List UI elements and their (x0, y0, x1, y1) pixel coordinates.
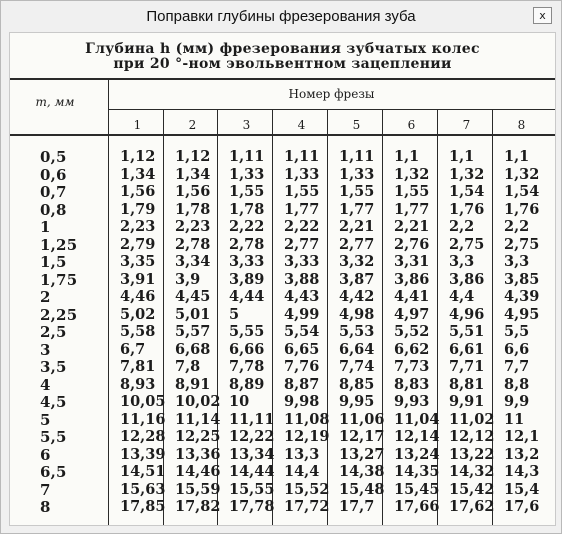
depth-cell: 10,02 (175, 393, 221, 410)
cutter-number-header: Номер фрезы (288, 87, 375, 101)
depth-cell: 3,33 (229, 253, 265, 270)
depth-cell: 13,39 (120, 445, 166, 463)
depth-cell: 8,8 (504, 375, 530, 393)
depth-cell: 10,05 (120, 393, 166, 410)
header-top-rule (10, 78, 555, 80)
depth-cell: 13,22 (449, 445, 495, 463)
depth-cell: 1,34 (175, 165, 211, 183)
depth-cell: 15,63 (120, 480, 166, 498)
depth-cell: 10 (229, 393, 250, 410)
module-value: 0,8 (40, 200, 67, 219)
depth-cell: 12,12 (449, 428, 495, 445)
depth-cell: 6,62 (394, 340, 430, 358)
cutter-number: 7 (462, 118, 471, 132)
depth-cell: 14,46 (175, 463, 221, 480)
depth-cell: 12,19 (284, 428, 330, 445)
depth-cell: 7,8 (175, 358, 201, 375)
depth-cell: 3,85 (504, 270, 540, 288)
depth-cell: 3,33 (284, 253, 320, 270)
depth-cell: 13,34 (229, 445, 275, 463)
depth-cell: 1,32 (394, 165, 430, 183)
depth-cell: 13,36 (175, 445, 221, 463)
depth-cell: 15,59 (175, 480, 221, 498)
module-value: 5 (40, 410, 51, 429)
depth-cell: 5,53 (339, 323, 375, 340)
depth-cell: 5,52 (394, 323, 430, 340)
depth-cell: 4,46 (120, 288, 156, 305)
depth-cell: 4,96 (449, 305, 485, 323)
depth-cell: 2,77 (339, 235, 375, 253)
depth-cell: 1,78 (229, 200, 265, 218)
depth-cell: 4,39 (504, 288, 540, 305)
depth-cell: 13,27 (339, 445, 385, 463)
depth-cell: 15,48 (339, 480, 385, 498)
depth-cell: 1,32 (504, 165, 540, 183)
depth-cell: 7,76 (284, 358, 320, 375)
depth-cell: 17,7 (339, 498, 375, 515)
depth-cell: 17,6 (504, 498, 540, 515)
depth-cell: 6,66 (229, 340, 265, 358)
depth-table (10, 33, 555, 525)
depth-cell: 1,1 (449, 148, 475, 165)
depth-cell: 3,9 (175, 270, 201, 288)
depth-cell: 3,34 (175, 253, 211, 270)
depth-cell: 8,89 (229, 375, 265, 393)
depth-cell: 1,11 (229, 148, 265, 165)
depth-cell: 1,32 (449, 165, 485, 183)
depth-cell: 1,76 (449, 200, 485, 218)
depth-cell: 5,58 (120, 323, 156, 340)
depth-cell: 17,66 (394, 498, 440, 515)
depth-cell: 2,75 (504, 235, 540, 253)
depth-cell: 12,28 (120, 428, 166, 445)
depth-cell: 1,12 (120, 148, 156, 165)
module-value: 0,6 (40, 165, 67, 184)
column-divider (327, 110, 328, 525)
depth-cell: 14,3 (504, 463, 540, 480)
depth-cell: 1,55 (284, 183, 320, 200)
depth-cell: 2,78 (175, 235, 211, 253)
depth-cell: 1,79 (120, 200, 156, 218)
module-value: 2 (40, 288, 51, 306)
module-value: 0,7 (40, 183, 67, 201)
depth-cell: 4,4 (449, 288, 475, 305)
depth-cell: 7,81 (120, 358, 156, 375)
module-value: 1,5 (40, 253, 67, 271)
depth-cell: 7,74 (339, 358, 375, 375)
depth-cell: 2,75 (449, 235, 485, 253)
cutter-number: 4 (297, 118, 306, 132)
depth-cell: 8,85 (339, 375, 375, 393)
depth-cell: 2,77 (284, 235, 320, 253)
depth-cell: 9,9 (504, 393, 530, 410)
depth-cell: 4,97 (394, 305, 430, 323)
depth-cell: 17,62 (449, 498, 495, 515)
depth-cell: 5,02 (120, 305, 156, 323)
depth-cell: 14,38 (339, 463, 385, 480)
depth-cell: 17,82 (175, 498, 221, 515)
cutter-number: 5 (352, 118, 361, 132)
depth-cell: 7,71 (449, 358, 485, 375)
depth-cell: 11,14 (175, 410, 221, 428)
depth-cell: 17,78 (229, 498, 275, 515)
column-divider (108, 78, 109, 525)
depth-cell: 6,6 (504, 340, 530, 358)
depth-cell: 2,21 (339, 218, 375, 235)
module-value: 1,25 (40, 235, 78, 254)
depth-cell: 1,56 (120, 183, 156, 200)
depth-cell: 5,55 (229, 323, 265, 340)
depth-cell: 3,32 (339, 253, 375, 270)
depth-cell: 2,22 (284, 218, 320, 235)
depth-cell: 1,78 (175, 200, 211, 218)
depth-cell: 11,08 (284, 410, 330, 428)
module-value: 4,5 (40, 393, 67, 411)
module-value: 5,5 (40, 428, 67, 446)
depth-cell: 12,1 (504, 428, 540, 445)
module-value: 8 (40, 498, 51, 516)
depth-cell: 1,56 (175, 183, 211, 200)
depth-cell: 1,33 (339, 165, 375, 183)
depth-cell: 6,68 (175, 340, 211, 358)
depth-cell: 4,95 (504, 305, 540, 323)
depth-cell: 1,11 (339, 148, 375, 165)
depth-cell: 4,45 (175, 288, 211, 305)
depth-cell: 7,73 (394, 358, 430, 375)
module-value: 6 (40, 445, 51, 464)
depth-cell: 1,55 (339, 183, 375, 200)
depth-cell: 1,77 (339, 200, 375, 218)
depth-cell: 17,85 (120, 498, 166, 515)
depth-cell: 1,1 (504, 148, 530, 165)
depth-cell: 6,65 (284, 340, 320, 358)
depth-cell: 2,78 (229, 235, 265, 253)
depth-cell: 2,2 (449, 218, 475, 235)
depth-cell: 1,11 (284, 148, 320, 165)
depth-cell: 3,89 (229, 270, 265, 288)
depth-cell: 6,61 (449, 340, 485, 358)
depth-cell: 5,01 (175, 305, 211, 323)
depth-cell: 13,24 (394, 445, 440, 463)
depth-cell: 1,33 (284, 165, 320, 183)
depth-cell: 6,64 (339, 340, 375, 358)
depth-cell: 8,91 (175, 375, 211, 393)
depth-cell: 1,55 (394, 183, 430, 200)
depth-cell: 3,88 (284, 270, 320, 288)
depth-cell: 9,91 (449, 393, 485, 410)
depth-cell: 13,2 (504, 445, 540, 463)
depth-cell: 3,3 (504, 253, 530, 270)
module-value: 1 (40, 218, 51, 236)
depth-cell: 4,44 (229, 288, 265, 305)
depth-cell: 17,72 (284, 498, 330, 515)
depth-cell: 3,86 (394, 270, 430, 288)
depth-cell: 2,21 (394, 218, 430, 235)
module-column-header: m, мм (35, 95, 75, 109)
depth-cell: 7,7 (504, 358, 530, 375)
depth-cell: 15,4 (504, 480, 540, 498)
module-value: 4 (40, 375, 51, 394)
depth-cell: 2,23 (120, 218, 156, 235)
depth-cell: 12,25 (175, 428, 221, 445)
depth-cell: 11,02 (449, 410, 495, 428)
module-value: 0,5 (40, 148, 67, 166)
depth-cell: 9,93 (394, 393, 430, 410)
depth-cell: 1,33 (229, 165, 265, 183)
depth-cell: 15,45 (394, 480, 440, 498)
module-value: 3,5 (40, 358, 67, 376)
cutter-number: 1 (133, 118, 142, 132)
depth-cell: 11,16 (120, 410, 166, 428)
depth-cell: 2,76 (394, 235, 430, 253)
cutter-number: 8 (517, 118, 526, 132)
window-title: Поправки глубины фрезерования зуба (146, 8, 416, 25)
table-title: Глубина h (мм) фрезерования зубчатых колес (85, 41, 480, 57)
depth-cell: 4,41 (394, 288, 430, 305)
depth-cell: 12,14 (394, 428, 440, 445)
depth-cell: 5,5 (504, 323, 530, 340)
depth-cell: 2,22 (229, 218, 265, 235)
depth-cell: 1,77 (394, 200, 430, 218)
depth-cell: 14,4 (284, 463, 320, 480)
depth-cell: 3,87 (339, 270, 375, 288)
depth-cell: 11,04 (394, 410, 440, 428)
depth-cell: 3,35 (120, 253, 156, 270)
depth-cell: 2,23 (175, 218, 211, 235)
depth-cell: 14,51 (120, 463, 166, 480)
depth-cell: 4,43 (284, 288, 320, 305)
depth-cell: 3,91 (120, 270, 156, 288)
depth-cell: 4,42 (339, 288, 375, 305)
depth-cell: 3,31 (394, 253, 430, 270)
module-value: 7 (40, 480, 51, 499)
depth-cell: 11,11 (229, 410, 275, 428)
module-value: 3 (40, 340, 51, 359)
depth-cell: 7,78 (229, 358, 265, 375)
depth-cell: 15,55 (229, 480, 275, 498)
cutter-number: 6 (407, 118, 416, 132)
title-bar[interactable] (1, 1, 561, 32)
depth-cell: 14,44 (229, 463, 275, 480)
depth-cell: 5 (229, 305, 240, 323)
table-image (9, 32, 556, 526)
depth-cell: 14,35 (394, 463, 440, 480)
cutter-number: 3 (242, 118, 251, 132)
depth-cell: 13,3 (284, 445, 320, 463)
depth-cell: 12,22 (229, 428, 275, 445)
depth-cell: 3,86 (449, 270, 485, 288)
table-subtitle: при 20 °-ном эвольвентном зацеплении (113, 56, 452, 72)
depth-cell: 3,3 (449, 253, 475, 270)
depth-cell: 1,54 (504, 183, 540, 200)
depth-cell: 11 (504, 410, 525, 428)
depth-cell: 8,87 (284, 375, 320, 393)
depth-cell: 5,57 (175, 323, 211, 340)
cutter-header-rule (108, 109, 555, 110)
depth-cell: 15,52 (284, 480, 330, 498)
depth-cell: 1,55 (229, 183, 265, 200)
module-value: 2,25 (40, 305, 78, 324)
depth-cell: 11,06 (339, 410, 385, 428)
depth-cell: 2,2 (504, 218, 530, 235)
depth-cell: 5,51 (449, 323, 485, 340)
depth-cell: 8,93 (120, 375, 156, 393)
depth-cell: 9,95 (339, 393, 375, 410)
depth-cell: 5,54 (284, 323, 320, 340)
header-bottom-rule (10, 134, 555, 136)
depth-cell: 8,81 (449, 375, 485, 393)
module-value: 2,5 (40, 323, 67, 341)
depth-cell: 4,99 (284, 305, 320, 323)
depth-cell: 12,17 (339, 428, 385, 445)
depth-cell: 9,98 (284, 393, 320, 410)
depth-cell: 6,7 (120, 340, 146, 358)
depth-cell: 1,77 (284, 200, 320, 218)
module-value: 6,5 (40, 463, 67, 481)
close-button[interactable]: x (533, 7, 552, 24)
depth-cell: 14,32 (449, 463, 495, 480)
depth-cell: 1,54 (449, 183, 485, 200)
depth-cell: 15,42 (449, 480, 495, 498)
module-value: 1,75 (40, 270, 78, 289)
depth-cell: 1,1 (394, 148, 420, 165)
depth-cell: 1,76 (504, 200, 540, 218)
cutter-number: 2 (188, 118, 197, 132)
depth-cell: 8,83 (394, 375, 430, 393)
depth-cell: 2,79 (120, 235, 156, 253)
depth-cell: 1,12 (175, 148, 211, 165)
depth-cell: 4,98 (339, 305, 375, 323)
depth-cell: 1,34 (120, 165, 156, 183)
